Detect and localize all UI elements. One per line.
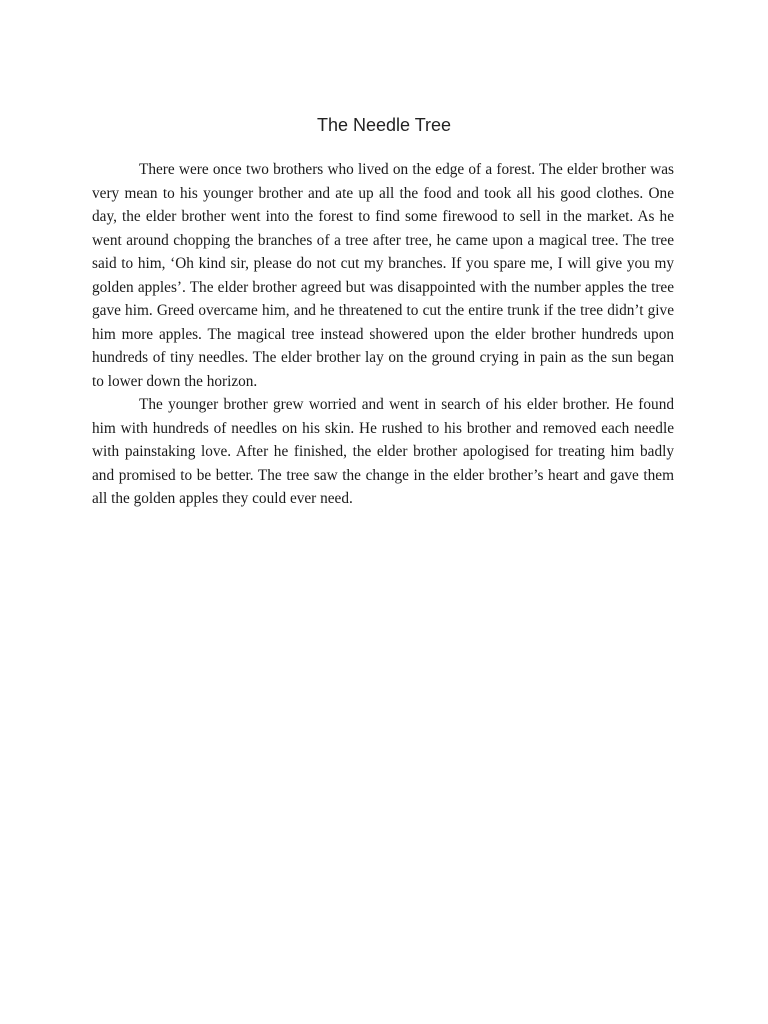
paragraph-2: The younger brother grew worried and went in search of his elder brother. He found him with hundreds of needles on his skin. He rushed to his brother and removed each needle with painstaking love. After he finished, the elder brother apologised for treating him badly and promised to be better. The tree saw the change in the elder brother’s heart and gave them all the golden apples they could ever need. (92, 396, 674, 507)
document-body (92, 158, 674, 511)
document-title: The Needle Tree (316, 115, 452, 135)
paragraph-1: There were once two brothers who lived on the edge of a forest. The elder brother was very mean to his younger brother and ate up all the food and took all his good clothes. One day, the elder brother went into the forest to find some firewood to sell in the market. As he went around chopping the branches of a tree after tree, he came upon a magical tree. The tree said to him, ‘Oh kind sir, please do not cut my branches. If you spare me, I will give you my golden apples’. The elder brother agreed but was disappointed with the number apples the tree gave him. Greed overcame him, and he threatened to cut the entire trunk if the tree didn’t give him more apples. The magical tree instead showered upon the elder brother hundreds upon hundreds of tiny needles. The elder brother lay on the ground crying in pain as the sun began to lower down the horizon. (92, 161, 674, 390)
